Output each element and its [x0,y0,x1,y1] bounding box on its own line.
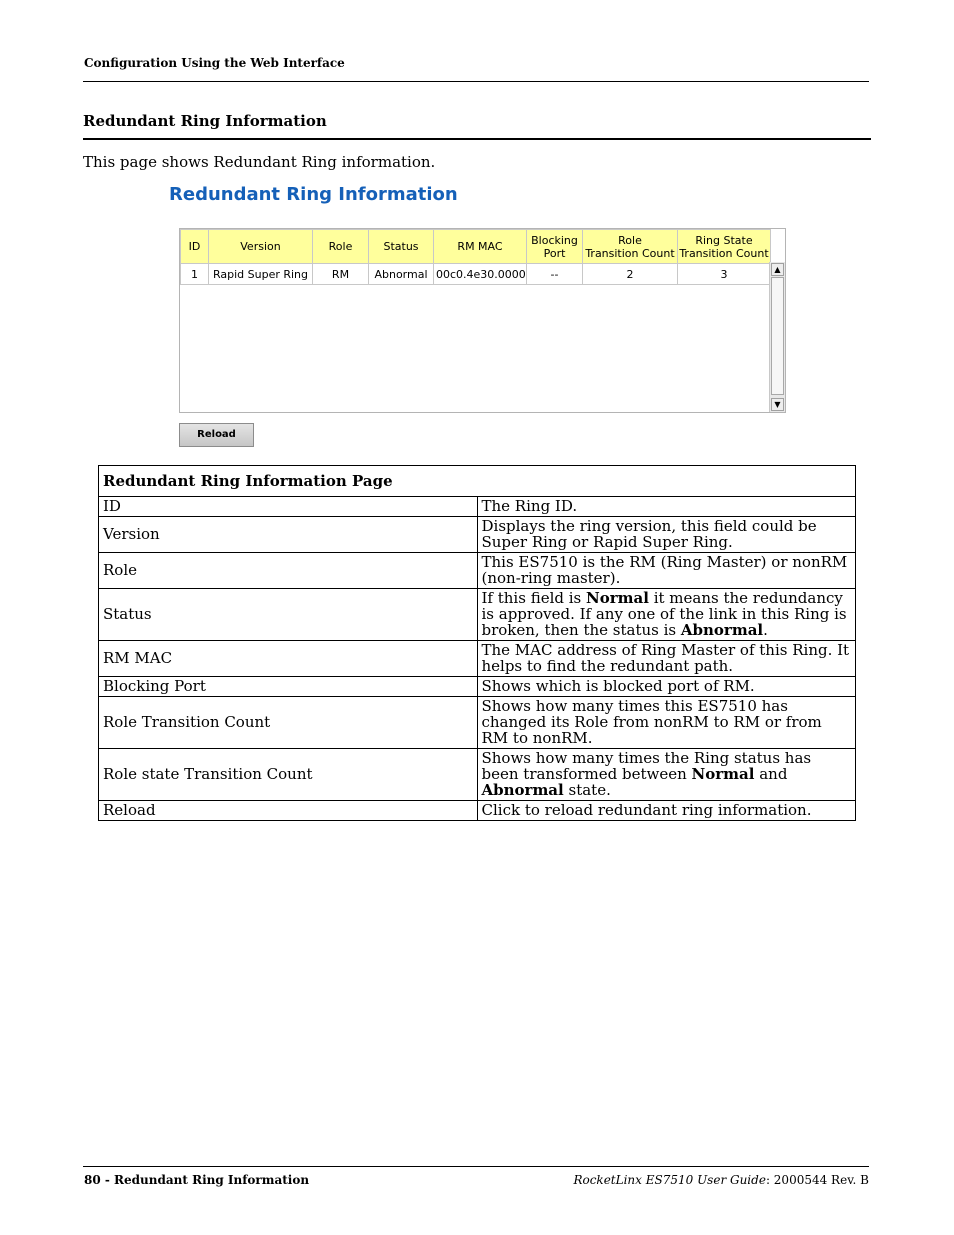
col-header-role: Role [313,230,369,264]
table-row [99,553,856,589]
field-description: The Ring ID. [477,497,856,517]
desc-text: it means the redundancy is approved. If any one of the link in this Ring is broken, then the status is [481,589,847,639]
field-description [477,589,856,641]
cell-role-transition-count: 2 [583,264,678,285]
col-header-status: Status [369,230,434,264]
desc-bold-abnormal: Abnormal [680,621,764,639]
table-row [99,517,856,553]
scroll-down-icon[interactable]: ▼ [771,398,784,411]
vertical-scrollbar[interactable] [769,262,785,412]
ui-page-title: Redundant Ring Information [169,184,458,205]
table-row [99,589,856,641]
col-header-blocking-port-line1: Blocking [531,233,578,247]
col-header-blocking-port-line2: Port [543,246,566,260]
ring-info-grid [179,228,786,413]
field-name: Role state Transition Count [99,749,478,801]
field-description: Shows which is blocked port of RM. [477,677,856,697]
col-header-rm-mac: RM MAC [434,230,527,264]
cell-rm-mac: 00c0.4e30.0000 [434,264,527,285]
scroll-up-icon[interactable]: ▲ [771,263,784,276]
col-header-version: Version [209,230,313,264]
cell-version: Rapid Super Ring [209,264,313,285]
col-header-ring-state-transition [678,230,771,264]
field-name: Status [99,589,478,641]
desc-text: . [763,621,768,639]
field-name: Reload [99,801,478,821]
field-name: RM MAC [99,641,478,677]
field-name: Role [99,553,478,589]
ring-info-table [180,229,771,285]
desc-bold-normal: Normal [691,765,755,783]
description-table-title: Redundant Ring Information Page [99,466,856,497]
cell-role: RM [313,264,369,285]
footer-page-label: 80 - Redundant Ring Information [84,1173,310,1187]
col-header-role-transition-line1: Role [618,233,642,247]
field-description [477,749,856,801]
intro-text: This page shows Redundant Ring information. [83,153,436,171]
cell-blocking-port: -- [527,264,583,285]
table-row[interactable] [181,264,771,285]
field-name: Blocking Port [99,677,478,697]
col-header-id: ID [181,230,209,264]
desc-text: If this field is [481,589,587,607]
field-name: Version [99,517,478,553]
cell-id: 1 [181,264,209,285]
table-row [99,801,856,821]
footer-doc-info [573,1173,869,1187]
footer-product: RocketLinx ES7510 User Guide [573,1173,766,1187]
table-row [99,641,856,677]
field-description: Displays the ring version, this field could be Super Ring or Rapid Super Ring. [477,517,856,553]
cell-status: Abnormal [369,264,434,285]
section-title: Redundant Ring Information [83,112,327,130]
field-description: This ES7510 is the RM (Ring Master) or nonRM (non-ring master). [477,553,856,589]
running-header: Configuration Using the Web Interface [84,56,345,70]
field-name: Role Transition Count [99,697,478,749]
field-description: Click to reload redundant ring information. [477,801,856,821]
footer-rule [83,1166,869,1167]
col-header-role-transition [583,230,678,264]
table-row [99,749,856,801]
col-header-role-transition-line2: Transition Count [585,246,675,260]
grid-header-row [181,230,771,264]
col-header-ring-state-line2: Transition Count [679,246,769,260]
col-header-blocking-port [527,230,583,264]
header-rule [83,81,869,82]
cell-ring-state-transition-count: 3 [678,264,771,285]
table-row [99,497,856,517]
field-description: The MAC address of Ring Master of this Ring. It helps to find the redundant path. [477,641,856,677]
description-table [98,465,856,821]
scroll-thumb[interactable] [771,277,784,395]
field-name: ID [99,497,478,517]
table-row [99,697,856,749]
footer-revision: : 2000544 Rev. B [765,1173,869,1187]
reload-button[interactable]: Reload [179,423,254,447]
field-description: Shows how many times this ES7510 has changed its Role from nonRM to RM or from RM to nonRM. [477,697,856,749]
desc-text: state. [563,781,611,799]
desc-bold-abnormal: Abnormal [481,781,564,799]
desc-text: and [754,765,788,783]
col-header-ring-state-line1: Ring State [695,233,753,247]
desc-text: Shows how many times the Ring status has been transformed between [481,749,812,783]
desc-bold-normal: Normal [586,589,649,607]
section-rule [83,138,871,140]
table-row [99,677,856,697]
